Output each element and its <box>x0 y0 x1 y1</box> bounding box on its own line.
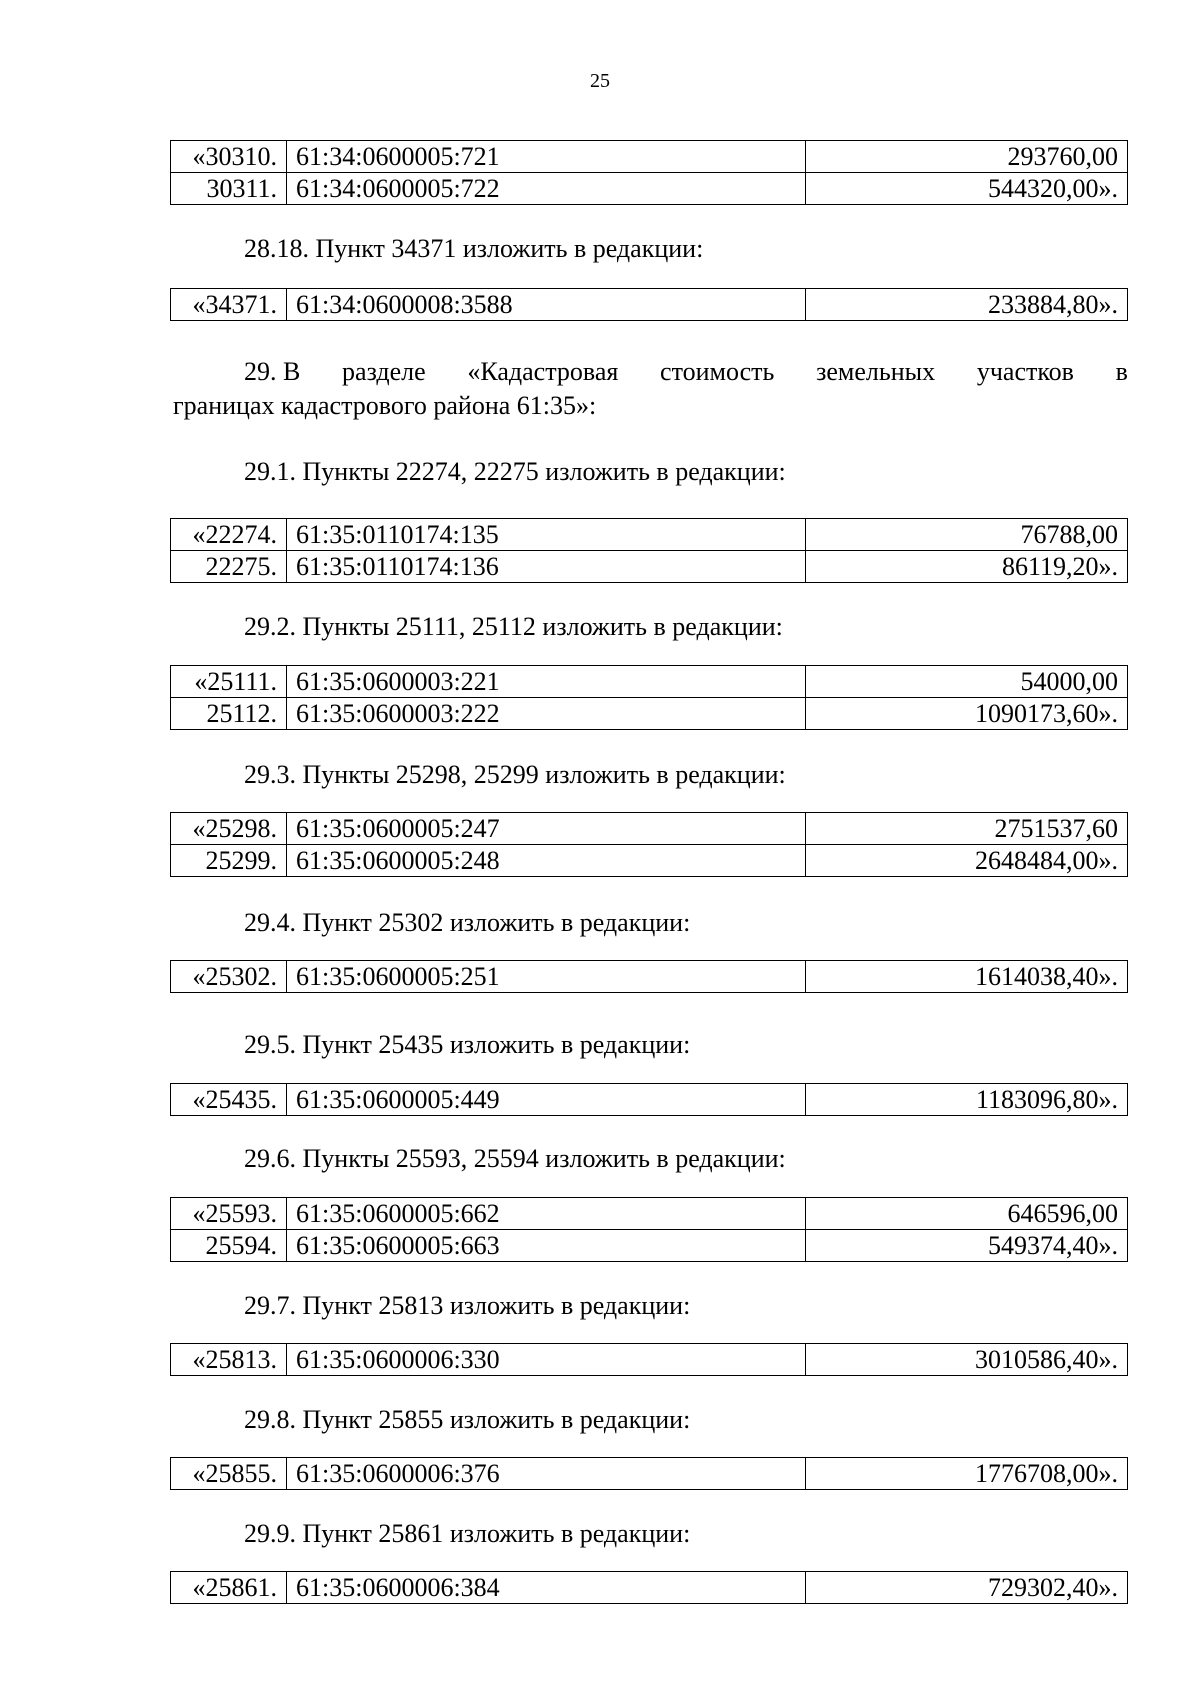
item-number: «25111. <box>171 666 287 698</box>
cadastral-number: 61:35:0600003:222 <box>287 698 806 730</box>
table-row <box>171 519 1128 551</box>
table-row <box>171 1230 1128 1262</box>
table-row <box>171 698 1128 730</box>
cadastral-number: 61:35:0600005:663 <box>287 1230 806 1262</box>
paragraph-word: в <box>1115 357 1128 386</box>
paragraph-line: границах кадастрового района 61:35»: <box>173 391 597 420</box>
cadastral-number: 61:35:0600006:330 <box>287 1344 806 1376</box>
item-number: 30311. <box>171 173 287 205</box>
section-heading: 29.5. Пункт 25435 изложить в редакции: <box>244 1030 691 1059</box>
table-row <box>171 1458 1128 1490</box>
paragraph-word: разделе <box>342 357 426 386</box>
table-row <box>171 845 1128 877</box>
cadastral-number: 61:35:0110174:135 <box>287 519 806 551</box>
cadastral-table <box>170 960 1128 993</box>
paragraph-word: участков <box>976 357 1074 386</box>
cadastral-table <box>170 1457 1128 1490</box>
section-paragraph <box>173 355 1128 423</box>
cadastral-table <box>170 288 1128 321</box>
item-number: «25435. <box>171 1084 287 1116</box>
item-number: «25861. <box>171 1572 287 1604</box>
item-number: «25855. <box>171 1458 287 1490</box>
item-number: «25593. <box>171 1198 287 1230</box>
cadastral-number: 61:35:0600005:662 <box>287 1198 806 1230</box>
cadastral-value: 76788,00 <box>806 519 1128 551</box>
paragraph-line <box>173 355 1128 389</box>
cadastral-number: 61:35:0600005:449 <box>287 1084 806 1116</box>
paragraph-word: земельных <box>816 357 936 386</box>
cadastral-table <box>170 1083 1128 1116</box>
section-heading: 29.4. Пункт 25302 изложить в редакции: <box>244 908 691 937</box>
cadastral-value: 544320,00». <box>806 173 1128 205</box>
cadastral-value: 3010586,40». <box>806 1344 1128 1376</box>
cadastral-value: 1614038,40». <box>806 961 1128 993</box>
cadastral-number: 61:35:0600006:384 <box>287 1572 806 1604</box>
cadastral-table <box>170 1343 1128 1376</box>
cadastral-value: 86119,20». <box>806 551 1128 583</box>
cadastral-number: 61:34:0600005:721 <box>287 141 806 173</box>
cadastral-value: 293760,00 <box>806 141 1128 173</box>
cadastral-table <box>170 518 1128 583</box>
cadastral-number: 61:34:0600008:3588 <box>287 289 806 321</box>
item-number: «30310. <box>171 141 287 173</box>
item-number: «25302. <box>171 961 287 993</box>
cadastral-number: 61:35:0600003:221 <box>287 666 806 698</box>
cadastral-value: 2648484,00». <box>806 845 1128 877</box>
section-heading: 29.8. Пункт 25855 изложить в редакции: <box>244 1405 691 1434</box>
item-number: 25112. <box>171 698 287 730</box>
table-row <box>171 1572 1128 1604</box>
table-row <box>171 551 1128 583</box>
table-row <box>171 666 1128 698</box>
cadastral-value: 729302,40». <box>806 1572 1128 1604</box>
cadastral-number: 61:35:0600006:376 <box>287 1458 806 1490</box>
cadastral-value: 1183096,80». <box>806 1084 1128 1116</box>
cadastral-number: 61:35:0600005:247 <box>287 813 806 845</box>
paragraph-word: 29. В <box>244 357 301 386</box>
section-heading: 29.6. Пункты 25593, 25594 изложить в редакции: <box>244 1144 786 1173</box>
table-row <box>171 1198 1128 1230</box>
cadastral-value: 2751537,60 <box>806 813 1128 845</box>
item-number: 22275. <box>171 551 287 583</box>
cadastral-value: 549374,40». <box>806 1230 1128 1262</box>
cadastral-value: 54000,00 <box>806 666 1128 698</box>
section-heading: 29.9. Пункт 25861 изложить в редакции: <box>244 1519 691 1548</box>
cadastral-table <box>170 812 1128 877</box>
cadastral-value: 1090173,60». <box>806 698 1128 730</box>
table-row <box>171 289 1128 321</box>
item-number: «22274. <box>171 519 287 551</box>
table-row <box>171 1344 1128 1376</box>
item-number: «34371. <box>171 289 287 321</box>
page-number: 25 <box>590 70 610 92</box>
cadastral-value: 233884,80». <box>806 289 1128 321</box>
item-number: «25813. <box>171 1344 287 1376</box>
cadastral-value: 646596,00 <box>806 1198 1128 1230</box>
cadastral-table <box>170 1197 1128 1262</box>
section-heading: 29.7. Пункт 25813 изложить в редакции: <box>244 1291 691 1320</box>
section-heading: 28.18. Пункт 34371 изложить в редакции: <box>244 234 704 263</box>
table-row <box>171 1084 1128 1116</box>
cadastral-table <box>170 665 1128 730</box>
cadastral-number: 61:35:0110174:136 <box>287 551 806 583</box>
cadastral-number: 61:34:0600005:722 <box>287 173 806 205</box>
cadastral-table <box>170 1571 1128 1604</box>
section-heading: 29.1. Пункты 22274, 22275 изложить в редакции: <box>244 457 786 486</box>
paragraph-word: «Кадастровая <box>467 357 619 386</box>
table-row <box>171 173 1128 205</box>
cadastral-number: 61:35:0600005:251 <box>287 961 806 993</box>
cadastral-table <box>170 140 1128 205</box>
table-row <box>171 813 1128 845</box>
item-number: 25594. <box>171 1230 287 1262</box>
cadastral-value: 1776708,00». <box>806 1458 1128 1490</box>
section-heading: 29.3. Пункты 25298, 25299 изложить в редакции: <box>244 760 786 789</box>
paragraph-word: стоимость <box>660 357 775 386</box>
item-number: 25299. <box>171 845 287 877</box>
table-row <box>171 961 1128 993</box>
section-heading: 29.2. Пункты 25111, 25112 изложить в редакции: <box>244 612 783 641</box>
item-number: «25298. <box>171 813 287 845</box>
cadastral-number: 61:35:0600005:248 <box>287 845 806 877</box>
table-row <box>171 141 1128 173</box>
